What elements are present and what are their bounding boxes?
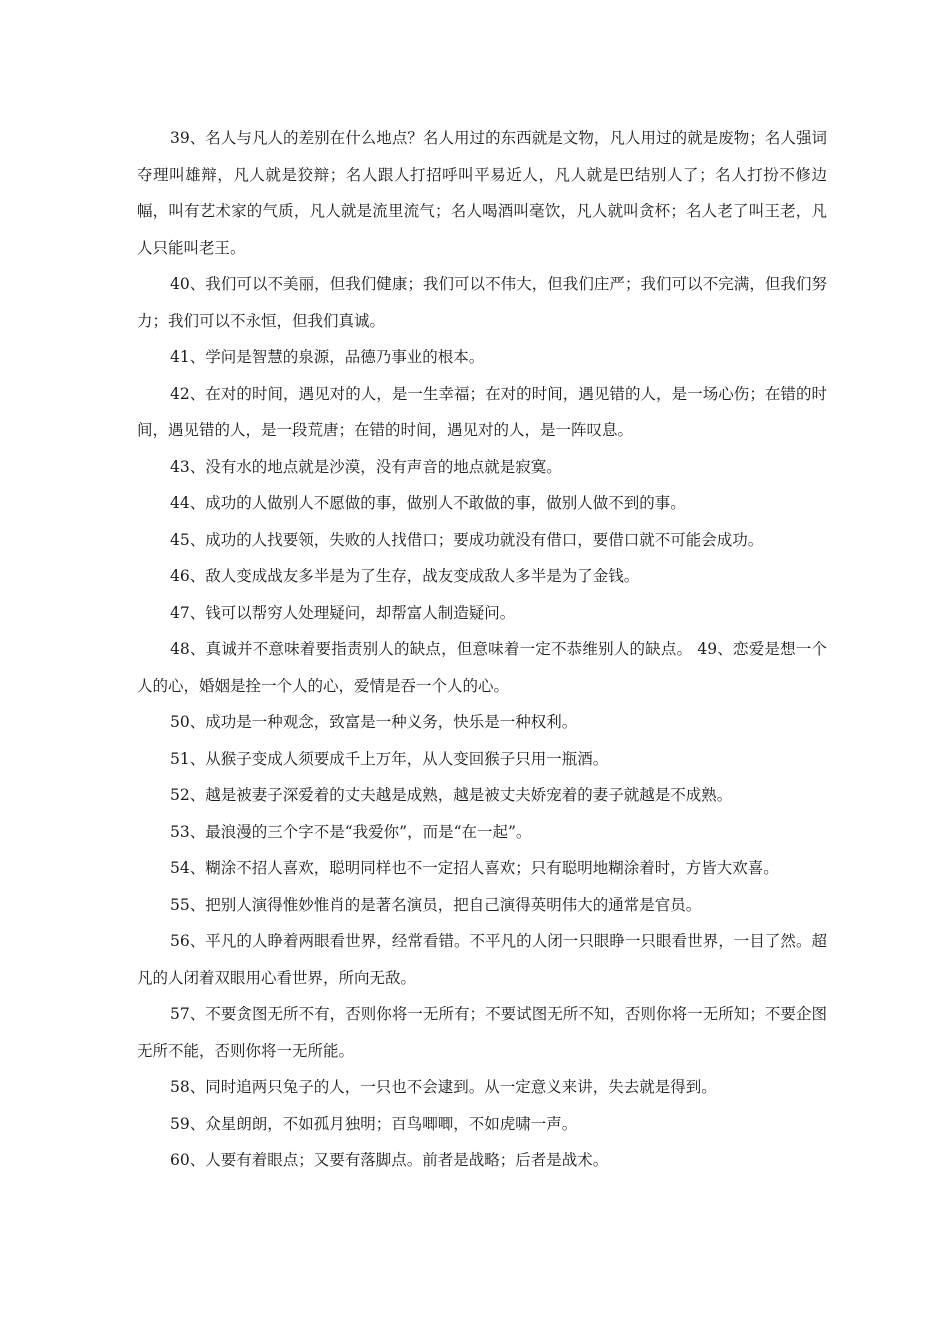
paragraph-50: 50、成功是一种观念，致富是一种义务，快乐是一种权利。 — [170, 713, 578, 731]
paragraph-58: 58、同时追两只兔子的人，一只也不会逮到。从一定意义来讲，失去就是得到。 — [170, 1078, 717, 1096]
paragraph-42: 42、在对的时间，遇见对的人，是一生幸福；在对的时间，遇见错的人，是一场心伤；在错的时间，遇见错的人，是一段荒唐；在错的时间，遇见对的人，是一阵叹息。 — [137, 384, 827, 439]
paragraph-46: 46、敌人变成战友多半是为了生存，战友变成敌人多半是为了金钱。 — [170, 567, 640, 585]
paragraph-52: 52、越是被妻子深爱着的丈夫越是成熟，越是被丈夫娇宠着的妻子就越是不成熟。 — [170, 786, 733, 804]
paragraph-48: 48、真诚并不意味着要指责别人的缺点，但意味着一定不恭维别人的缺点。 49、恋爱是想一个人的心，婚姻是拴一个人的心，爱情是吞一个人的心。 — [137, 640, 827, 695]
paragraph-39: 39、名人与凡人的差别在什么地点？名人用过的东西就是文物，凡人用过的就是废物；名人强词夺理叫雄辩，凡人就是狡辩；名人跟人打招呼叫平易近人，凡人就是巴结别人了；名人打扮不修边幅，叫有艺术家的气质，凡人就是流里流气；名人喝酒叫毫饮，凡人就叫贪杯；名人老了叫王老，凡人只能叫老王。 — [137, 129, 827, 257]
paragraph-43: 43、没有水的地点就是沙漠，没有声音的地点就是寂寞。 — [170, 457, 562, 476]
paragraph-57: 57、不要贪图无所不有，否则你将一无所有；不要试图无所不知，否则你将一无所知；不要企图无所不能，否则你将一无所能。 — [137, 1005, 827, 1060]
document-body — [137, 120, 827, 1179]
paragraph-60: 60、人要有着眼点；又要有落脚点。前者是战略；后者是战术。 — [170, 1151, 609, 1169]
paragraph-40: 40、我们可以不美丽，但我们健康；我们可以不伟大，但我们庄严；我们可以不完满，但我们努力；我们可以不永恒，但我们真诚。 — [137, 275, 827, 330]
paragraph-44: 44、成功的人做别人不愿做的事，做别人不敢做的事，做别人做不到的事。 — [170, 494, 686, 512]
paragraph-54: 54、糊涂不招人喜欢，聪明同样也不一定招人喜欢；只有聪明地糊涂着时，方皆大欢喜。 — [170, 859, 779, 877]
paragraph-53: 53、最浪漫的三个字不是“我爱你”，而是“在一起”。 — [170, 822, 532, 841]
paragraph-56: 56、平凡的人睁着两眼看世界，经常看错。不平凡的人闭一只眼睁一只眼看世界，一目了然。超凡的人闭着双眼用心看世界，所向无敌。 — [137, 932, 827, 987]
paragraph-55: 55、把别人演得惟妙惟肖的是著名演员，把自己演得英明伟大的通常是官员。 — [170, 895, 702, 914]
paragraph-47: 47、钱可以帮穷人处理疑问，却帮富人制造疑问。 — [170, 603, 516, 622]
paragraph-59: 59、众星朗朗，不如孤月独明；百鸟唧唧，不如虎啸一声。 — [170, 1114, 578, 1133]
paragraph-41: 41、学问是智慧的泉源，品德乃事业的根本。 — [170, 348, 485, 366]
paragraph-51: 51、从猴子变成人须要成千上万年，从人变回猴子只用一瓶酒。 — [170, 749, 609, 768]
paragraph-45: 45、成功的人找要领，失败的人找借口；要成功就没有借口，要借口就不可能会成功。 — [170, 530, 764, 549]
